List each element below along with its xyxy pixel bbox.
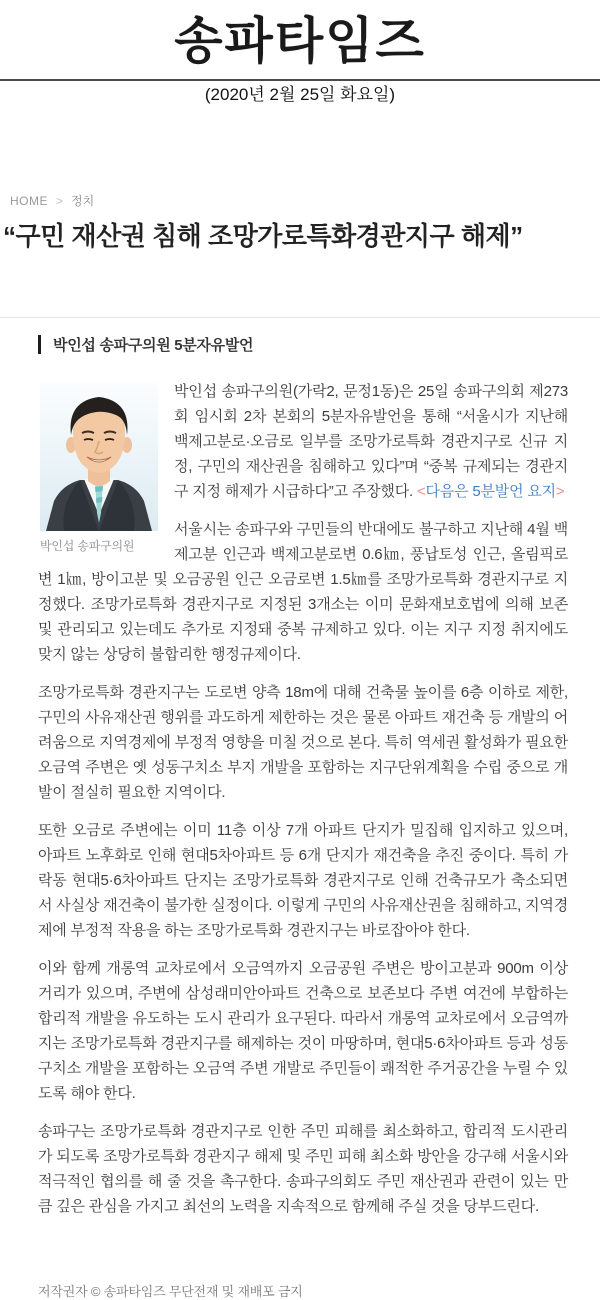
- breadcrumb: [10, 194, 600, 209]
- article-top-divider: [0, 317, 600, 318]
- five-minute-summary-link[interactable]: 다음은 5분발언 요지: [425, 483, 556, 500]
- article-subtitle: [38, 334, 600, 355]
- paragraph-lead-text: 박인섭 송파구의원(가락2, 문정1동)은 25일 송파구의회 제273회 임시회 2차 본회의 5분자유발언을 통해 “서울시가 지난해 백제고분로·오금로 일부를 조망가로특화 경관지구로 신규 지정, 구민의 재산권을 침해하고 있다”며 “중복 규제되는 경관지구 지정 해제가 시급하다”고 주장했다.: [174, 383, 568, 500]
- breadcrumb-separator-icon: >: [56, 194, 64, 208]
- paragraph: 이와 함께 개롱역 교차로에서 오금역까지 오금공원 주변은 방이고분과 900m 이상 거리가 있으며, 주변에 삼성래미안아파트 건축으로 보존보다 주변 여건에 부합하는 합리적 개발을 유도하는 도시 관리가 요구된다. 따라서 개롱역 교차로에서 오금역까지는 조망가로특화 경관지구를 해제하는 것이 마땅하며, 현대5·6차아파트 등과 성동구치소 개발을 포함하는 오금역 주변 개발로 주민들이 쾌적한 주거공간을 누릴 수 있도록 해야 한다.: [38, 960, 568, 1102]
- masthead-divider: [0, 79, 600, 81]
- subtitle-bar: [38, 335, 41, 354]
- paragraph: 서울시는 송파구와 구민들의 반대에도 불구하고 지난해 4월 백제고분 인근과 백제고분로변 0.6㎞, 풍납토성 인근, 올림픽로변 1㎞, 방이고분 및 오금공원 인근 오금로변 1.5㎞를 조망가로특화 경관지구로 지정했다. 조망가로특화 경관지구로 지정된 3개소는 이미 문화재보호법에 의해 보존 및 관리되고 있는데도 추가로 지정돼 중복 규제하고 있다. 이는 지구 지정 취지에도 맞지 않는 상당히 불합리한 행정규제이다.: [38, 521, 568, 663]
- link-bracket-open: <: [416, 483, 426, 500]
- link-bracket-close: >: [555, 483, 565, 500]
- breadcrumb-category-link[interactable]: 정치: [71, 194, 95, 208]
- breadcrumb-home-link[interactable]: HOME: [10, 194, 48, 208]
- paragraph: 조망가로특화 경관지구는 도로변 양측 18m에 대해 건축물 높이를 6층 이하로 제한, 구민의 사유재산권 행위를 과도하게 제한하는 것은 물론 아파트 재건축 등 개발의 어려움으로 지역경제에 부정적 영향을 미칠 것으로 본다. 특히 역세권 활성화가 필요한 오금역 주변은 옛 성동구치소 부지 개발을 포함하는 지구단위계획을 수립 중으로 개발이 절실히 필요한 지역이다.: [38, 684, 568, 801]
- article-headline: “구민 재산권 침해 조망가로특화경관지구 해제”: [3, 221, 523, 251]
- paragraph: 또한 오금로 주변에는 이미 11층 이상 7개 아파트 단지가 밀집해 입지하고 있으며, 아파트 노후화로 인해 현대5차아파트 등 6개 단지가 재건축을 추진 중이다. 특히 가락동 현대5·6차아파트 단지는 조망가로특화 경관지구로 인해 건축규모가 축소되면서 사실상 재건축이 불가한 실정이다. 이렇게 구민의 사유재산권을 침해하고, 지역경제에 부정적 작용을 하는 조망가로특화 경관지구는 바로잡아야 한다.: [38, 822, 568, 939]
- issue-date: (2020년 2월 25일 화요일): [204, 85, 396, 104]
- copyright-notice: 저작권자 © 송파타임즈 무단전재 및 재배포 금지: [38, 1284, 303, 1299]
- site-title[interactable]: 송파타임즈: [174, 13, 426, 69]
- masthead: [0, 10, 600, 106]
- paragraph: 송파구는 조망가로특화 경관지구로 인한 주민 피해를 최소화하고, 합리적 도시관리가 되도록 조망가로특화 경관지구 해제 및 주민 피해 최소화 방안을 강구해 서울시와 적극적인 협의를 해 줄 것을 촉구한다. 송파구의회도 주민 재산권과 관련이 있는 만큼 깊은 관심을 가지고 최선의 노력을 지속적으로 함께해 주실 것을 당부드린다.: [38, 1123, 568, 1215]
- photo-caption: 박인섭 송파구의원: [40, 539, 135, 553]
- subtitle-text: 박인섭 송파구의원 5분자유발언: [53, 337, 254, 354]
- article-photo-figure: [40, 383, 158, 554]
- article-body: [38, 379, 568, 1219]
- politician-portrait-photo: [40, 383, 158, 531]
